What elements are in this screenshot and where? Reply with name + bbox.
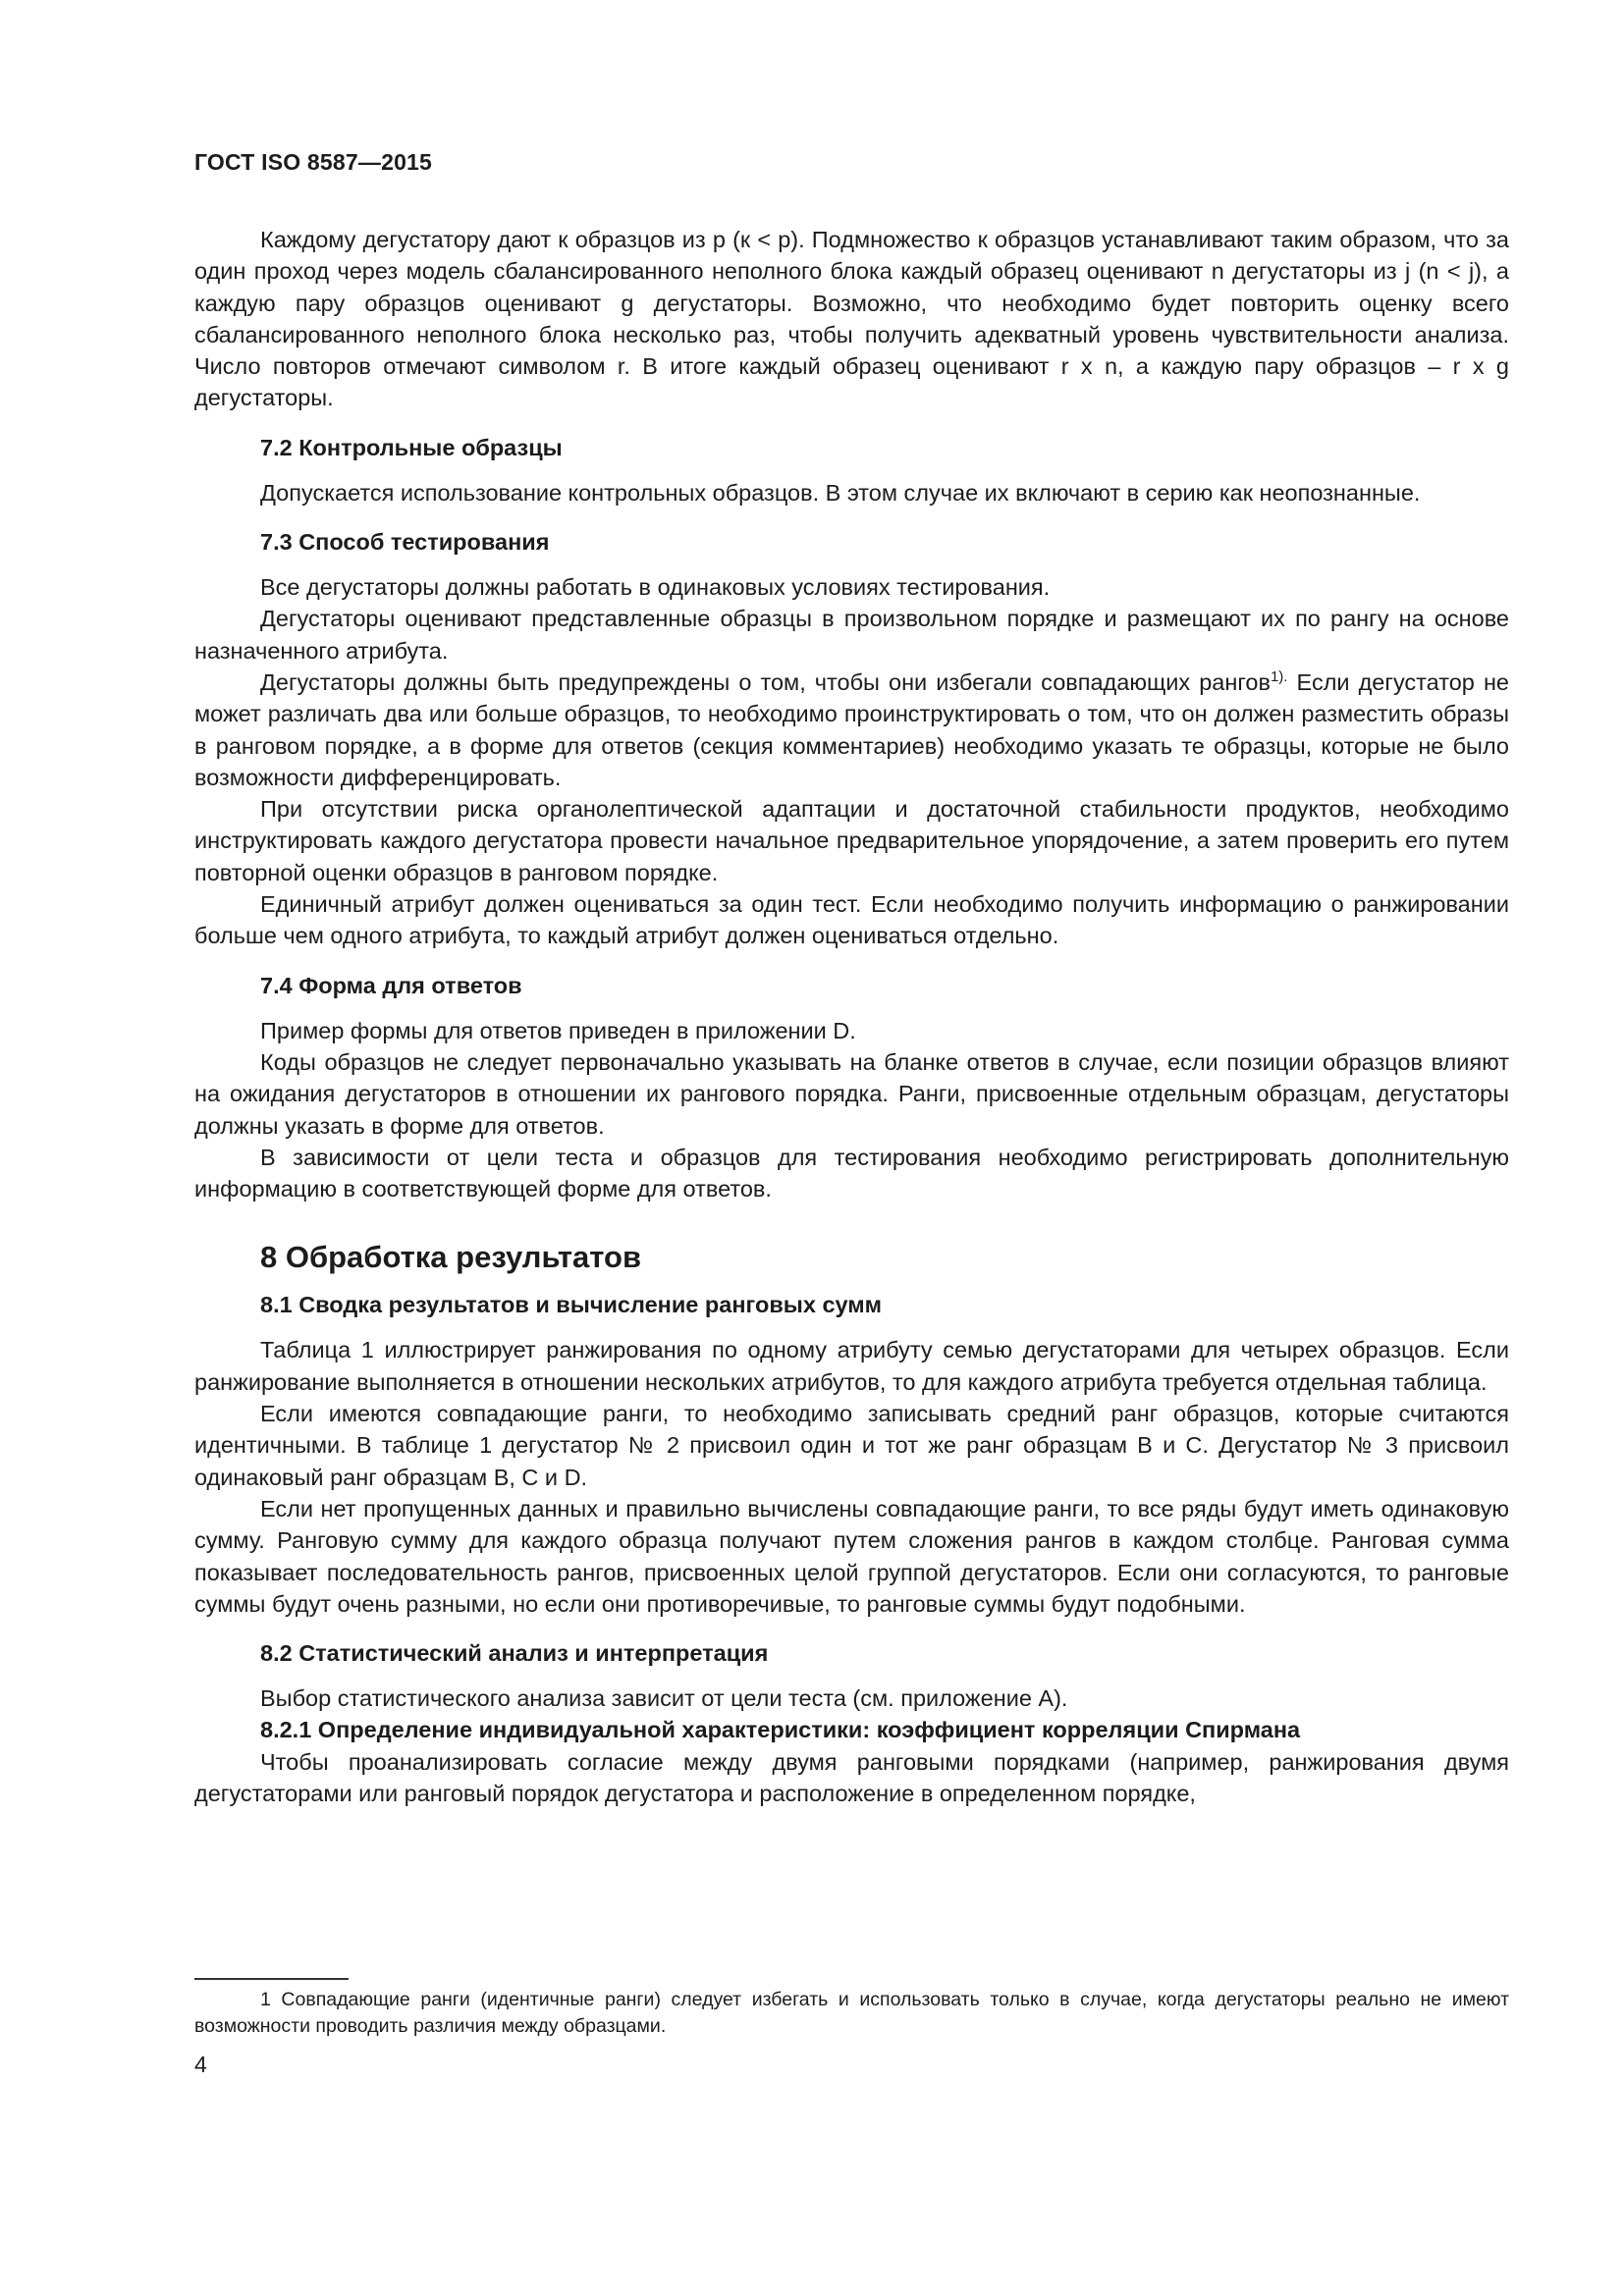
- section-heading-7-3: 7.3 Способ тестирования: [260, 529, 550, 556]
- paragraph: Допускается использование контрольных образцов. В этом случае их включают в серию как неопознанные.: [260, 479, 1421, 506]
- subsection-heading-8-2-1: 8.2.1 Определение индивидуальной характеристики: коэффициент корреляции Спирмана: [260, 1717, 1301, 1743]
- section-heading-8: 8 Обработка результатов: [260, 1240, 642, 1275]
- paragraph: Таблица 1 иллюстрирует ранжирования по одному атрибуту семью дегустаторами для четырех образцов. Если ранжирование выполняется в отношении нескольких атрибутов, то для каждого атрибута требуется отдельная таблица.: [194, 1337, 1509, 1395]
- section-heading-7-2: 7.2 Контрольные образцы: [260, 434, 563, 460]
- paragraph: Выбор статистического анализа зависит от цели теста (см. приложение А).: [260, 1685, 1068, 1712]
- paragraph-text: Если дегустатор не может различать два или больше образцов, то необходимо проинструктировать о том, что он должен разместить образы в ранговом порядке, а в форме для ответов (секция комментариев) необходимо указать те образцы, которые не было возможности дифференцировать.: [194, 668, 1509, 790]
- paragraph: При отсутствии риска органолептической адаптации и достаточной стабильности продуктов, необходимо инструктировать каждого дегустатора провести начальное предварительное упорядочение, а затем проверить его путем повторной оценки образцов в ранговом порядке.: [194, 796, 1509, 885]
- footnote-reference: 1).: [1270, 668, 1288, 686]
- paragraph: Пример формы для ответов приведен в приложении D.: [260, 1017, 856, 1043]
- section-heading-8-2: 8.2 Статистический анализ и интерпретация: [260, 1640, 769, 1667]
- paragraph-text: Дегустаторы должны быть предупреждены о том, чтобы они избегали совпадающих рангов: [260, 668, 1271, 695]
- paragraph: Если имеются совпадающие ранги, то необходимо записывать средний ранг образцов, которые считаются идентичными. В таблице 1 дегустатор № 2 присвоил один и тот же ранг образцам B и C. Дегустатор № 3 присвоил одинаковый ранг образцам B, C и D.: [194, 1401, 1509, 1490]
- footnote: 1 Совпадающие ранги (идентичные ранги) следует избегать и использовать только в случае, когда дегустаторы реально не имеют возможности проводить различия между образцами.: [194, 1989, 1509, 2037]
- paragraph: Единичный атрибут должен оцениваться за один тест. Если необходимо получить информацию о ранжировании больше чем одного атрибута, то каждый атрибут должен оцениваться отдельно.: [194, 891, 1509, 949]
- section-heading-8-1: 8.1 Сводка результатов и вычисление ранговых сумм: [260, 1292, 883, 1318]
- page-number: 4: [194, 2052, 207, 2077]
- section-heading-7-4: 7.4 Форма для ответов: [260, 972, 522, 998]
- paragraph: Чтобы проанализировать согласие между двумя ранговыми порядками (например, ранжирования двумя дегустаторами или ранговый порядок дегустатора и расположение в определенном порядке,: [194, 1748, 1509, 1806]
- paragraph: Коды образцов не следует первоначально указывать на бланке ответов в случае, если позиции образцов влияют на ожидания дегустаторов в отношении их рангового порядка. Ранги, присвоенные отдельным образцам, дегустаторы должны указать в форме для ответов.: [194, 1048, 1509, 1139]
- footnote-divider: [194, 1978, 349, 1980]
- paragraph: Дегустаторы оценивают представленные образцы в произвольном порядке и размещают их по рангу на основе назначенного атрибута.: [194, 606, 1509, 664]
- paragraph-with-footnote-ref: [194, 667, 1509, 793]
- paragraph: В зависимости от цели теста и образцов для тестирования необходимо регистрировать дополнительную информацию в соответствующей форме для ответов.: [194, 1144, 1509, 1202]
- document-body: [194, 224, 1509, 1809]
- paragraph: Если нет пропущенных данных и правильно вычислены совпадающие ранги, то все ряды будут иметь одинаковую сумму. Ранговую сумму для каждого образца получают путем сложения рангов в каждом столбце. Ранговая сумма показывает последовательность рангов, присвоенных целой группой дегустаторов. Если они согласуются, то ранговые суммы будут очень разными, но если они противоречивые, то ранговые суммы будут подобными.: [194, 1495, 1509, 1617]
- paragraph: Все дегустаторы должны работать в одинаковых условиях тестирования.: [260, 574, 1051, 601]
- paragraph: Каждому дегустатору дают к образцов из р (к < р). Подмножество к образцов устанавливают таким образом, что за один проход через модель сбалансированного неполного блока каждый образец оценивают n дегустаторы из j (n < j), а каждую пару образцов оценивают g дегустаторы. Возможно, что необходимо будет повторить оценку всего сбалансированного неполного блока несколько раз, чтобы получить адекватный уровень чувствительности анализа. Число повторов отмечают символом r. В итоге каждый образец оценивают r x n, а каждую пару образцов – r x g дегустаторы.: [194, 227, 1509, 411]
- document-header: ГОСТ ISO 8587—2015: [194, 149, 433, 175]
